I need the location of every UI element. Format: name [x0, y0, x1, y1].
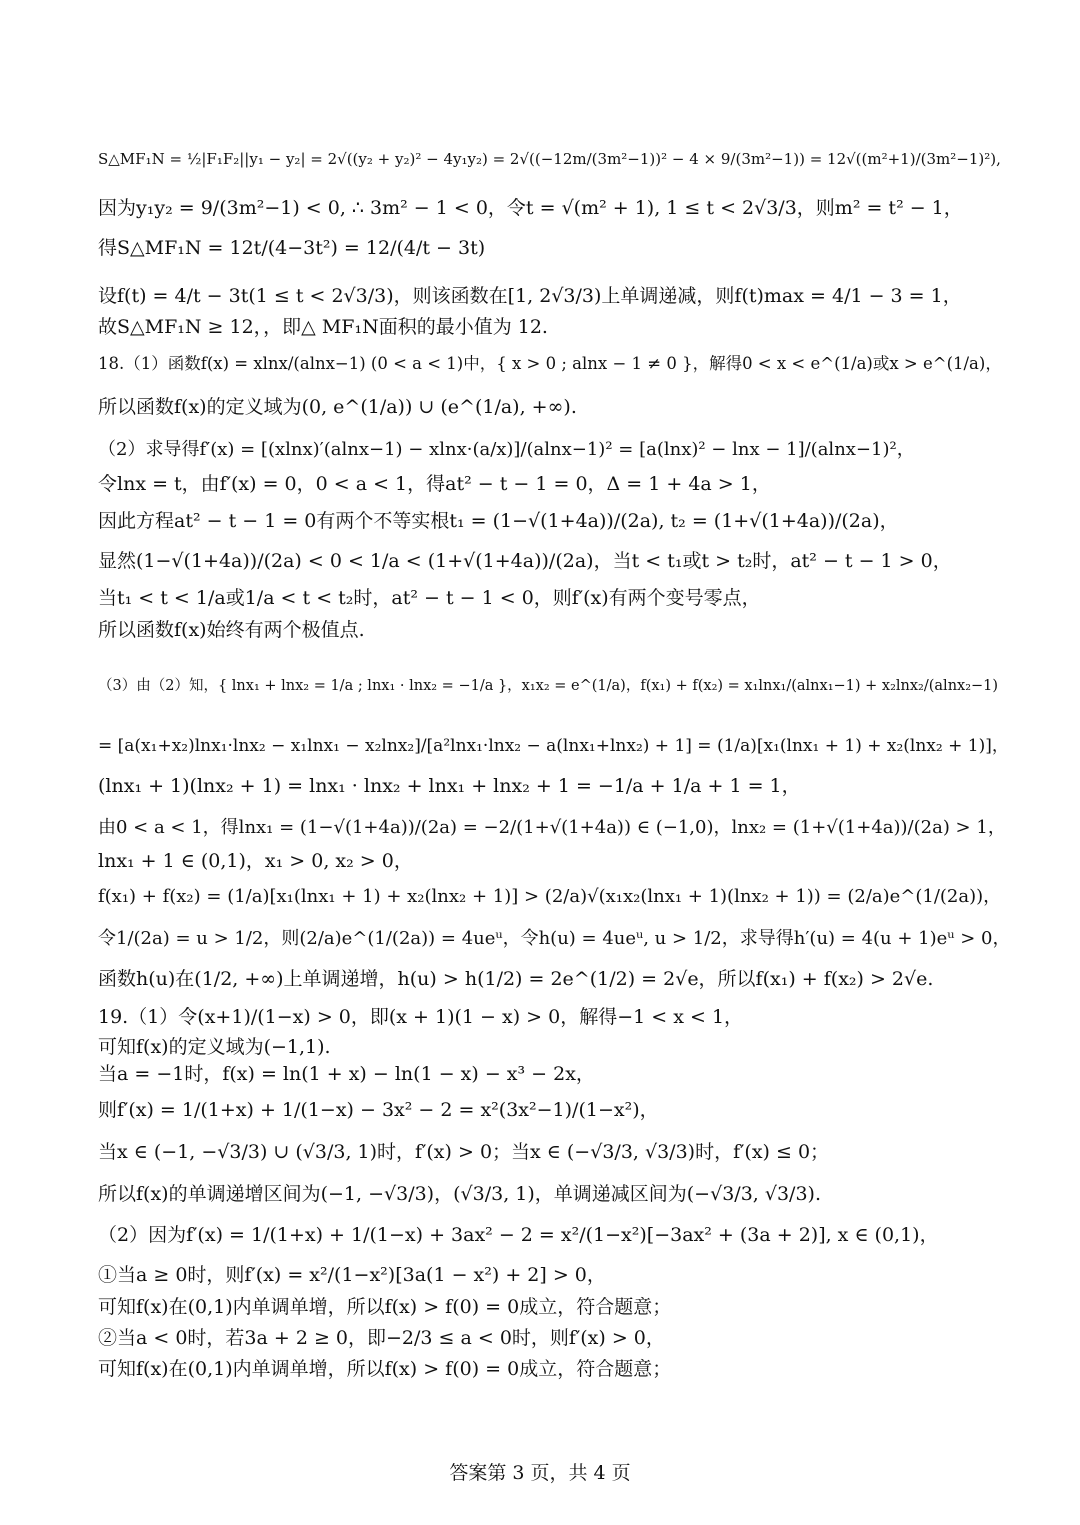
text-line: 则f′(x) = 1/(1+x) + 1/(1−x) − 3x² − 2 = x²(3x²−1)/(1−x²)， [98, 1099, 659, 1121]
text-line: 令1/(2a) = u > 1/2，则(2/a)e^(1/(2a)) = 4ueᵘ，令h(u) = 4ueᵘ, u > 1/2，求导得h′(u) = 4(u + 1)eᵘ > 0， [98, 928, 1011, 949]
text-line: 因此方程at² − t − 1 = 0有两个不等实根t₁ = (1−√(1+4a))/(2a), t₂ = (1+√(1+4a))/(2a)， [98, 510, 899, 532]
text-line: lnx₁ + 1 ∈ (0,1)，x₁ > 0, x₂ > 0， [98, 850, 413, 872]
text-line: 因为y₁y₂ = 9/(3m²−1) < 0, ∴ 3m² − 1 < 0，令t = √(m² + 1), 1 ≤ t < 2√3/3，则m² = t² − 1， [98, 197, 963, 219]
text-line: (lnx₁ + 1)(lnx₂ + 1) = lnx₁ · lnx₂ + lnx₁ + lnx₂ + 1 = −1/a + 1/a + 1 = 1， [98, 775, 801, 797]
text-line: 所以函数f(x)的定义域为(0, e^(1/a)) ∪ (e^(1/a), +∞). [98, 396, 577, 418]
text-line: （2）因为f′(x) = 1/(1+x) + 1/(1−x) + 3ax² − 2 = x²/(1−x²)[−3ax² + (3a + 2)], x ∈ (0,1)， [98, 1224, 939, 1246]
text-line: 当a = −1时，f(x) = ln(1 + x) − ln(1 − x) − x³ − 2x， [98, 1063, 595, 1085]
text-line: 所以f(x)的单调递增区间为(−1, −√3/3)，(√3/3, 1)，单调递减区间为(−√3/3, √3/3). [98, 1183, 822, 1205]
text-line: 可知f(x)的定义域为(−1,1). [98, 1036, 331, 1058]
text-line: 可知f(x)在(0,1)内单调单增，所以f(x) > f(0) = 0成立，符合题意； [98, 1358, 672, 1380]
text-line: 得S△MF₁N = 12t/(4−3t²) = 12/(4/t − 3t) [98, 237, 486, 259]
text-line: 当t₁ < t < 1/a或1/a < t < t₂时，at² − t − 1 < 0，则f′(x)有两个变号零点， [98, 587, 761, 609]
text-line: 故S△MF₁N ≥ 12，，即△ MF₁N面积的最小值为 12. [98, 316, 548, 338]
text-line: 当x ∈ (−1, −√3/3) ∪ (√3/3, 1)时，f′(x) > 0；当x ∈ (−√3/3, √3/3)时，f′(x) ≤ 0； [98, 1141, 830, 1163]
text-line: 显然(1−√(1+4a))/(2a) < 0 < 1/a < (1+√(1+4a))/(2a)，当t < t₁或t > t₂时，at² − t − 1 > 0， [98, 550, 952, 572]
text-line: 设f(t) = 4/t − 3t(1 ≤ t < 2√3/3)，则该函数在[1, 2√3/3)上单调递减，则f(t)max = 4/1 − 3 = 1， [98, 285, 962, 307]
text-line: 函数h(u)在(1/2, +∞)上单调递增，h(u) > h(1/2) = 2e^(1/2) = 2√e，所以f(x₁) + f(x₂) > 2√e. [98, 968, 934, 990]
text-line: f(x₁) + f(x₂) = (1/a)[x₁(lnx₁ + 1) + x₂(lnx₂ + 1)] > (2/a)√(x₁x₂(lnx₁ + 1)(lnx₂ + 1)) = (2/a)e^(1/(2a))， [98, 886, 1002, 907]
text-line: 所以函数f(x)始终有两个极值点. [98, 619, 365, 641]
page-footer: 答案第 3 页，共 4 页 [449, 1462, 631, 1484]
text-line: ②当a < 0时，若3a + 2 ≥ 0，即−2/3 ≤ a < 0时，则f′(x) > 0， [98, 1327, 665, 1349]
text-line: 令lnx = t，由f′(x) = 0，0 < a < 1，得at² − t − 1 = 0，Δ = 1 + 4a > 1， [98, 473, 771, 495]
text-line: ①当a ≥ 0时，则f′(x) = x²/(1−x²)[3a(1 − x²) + 2] > 0， [98, 1264, 606, 1286]
text-line: 18.（1）函数f(x) = xlnx/(alnx−1) (0 < a < 1)中，{ x > 0 ; alnx − 1 ≠ 0 }，解得0 < x < e^(1/a)或x > e^(1/a)， [98, 354, 1002, 373]
text-line: 19.（1）令(x+1)/(1−x) > 0，即(x + 1)(1 − x) > 0，解得−1 < x < 1， [98, 1006, 744, 1028]
text-line: 可知f(x)在(0,1)内单调单增，所以f(x) > f(0) = 0成立，符合题意； [98, 1296, 672, 1318]
text-line: S△MF₁N = ½|F₁F₂||y₁ − y₂| = 2√((y₂ + y₂)² − 4y₁y₂) = 2√((−12m/(3m²−1))² − 4 × 9/(3m²−1)) = 12√((m²+1)/(3m²−1)²), [98, 150, 1001, 168]
text-line: （2）求导得f′(x) = [(xlnx)′(alnx−1) − xlnx·(a/x)]/(alnx−1)² = [a(lnx)² − lnx − 1]/(alnx−1)²， [98, 439, 915, 460]
text-line: 由0 < a < 1，得lnx₁ = (1−√(1+4a))/(2a) = −2/(1+√(1+4a)) ∈ (−1,0)，lnx₂ = (1+√(1+4a))/(2a) > 1， [98, 817, 1006, 838]
text-line: = [a(x₁+x₂)lnx₁·lnx₂ − x₁lnx₁ − x₂lnx₂]/[a²lnx₁·lnx₂ − a(lnx₁+lnx₂) + 1] = (1/a)[x₁(lnx₁ + 1) + x₂(lnx₂ + 1)]， [98, 736, 1009, 756]
text-line: （3）由（2）知，{ lnx₁ + lnx₂ = 1/a ; lnx₁ · lnx₂ = −1/a }，x₁x₂ = e^(1/a)，f(x₁) + f(x₂) = x₁lnx₁/(alnx₁−1) + x₂lnx₂/(alnx₂−1) [98, 678, 999, 694]
